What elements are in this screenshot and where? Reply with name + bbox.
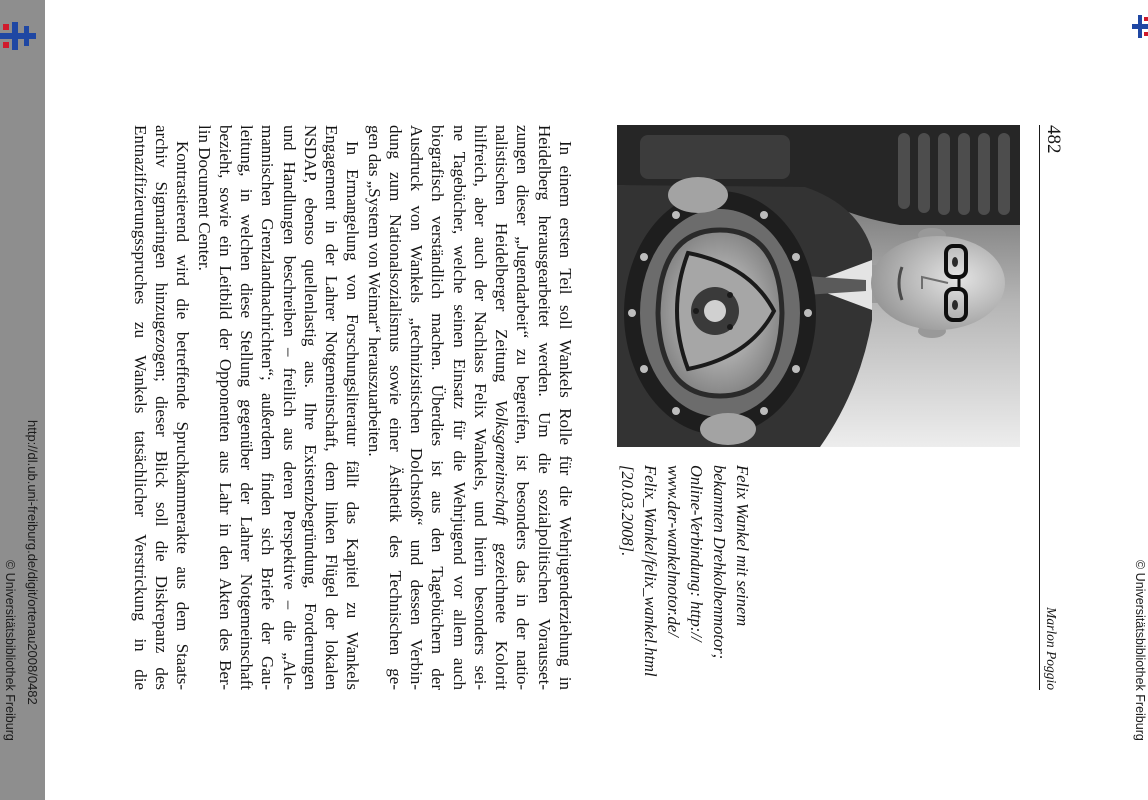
body-line: leitung, in welchen diese Stellung gegenüber der Lahrer Notgemeinschaft (237, 125, 257, 690)
caption-line: [20.03.2008]. (618, 465, 637, 557)
photo-engine (624, 191, 816, 435)
copyright-notice: © Universitätsbibliothek Freiburg (1133, 560, 1147, 741)
body-line: dung zum Nationalsozialismus sowie einer Ästhetik des Technischen ge- (386, 125, 405, 690)
header-rule (1039, 125, 1040, 690)
body-line: lin Document Center. (194, 125, 214, 271)
body-line: mannischen Grenzlandnachrichten“; außerdem finden sich Briefe der Gau- (258, 125, 278, 690)
caption-line: bekannten Drehkolbenmotor; (710, 465, 729, 660)
body-line: bezieht, sowie ein Leitbild der Opponenten aus Lahr in den Akten des Ber- (216, 125, 235, 690)
body-text (130, 125, 576, 690)
figure-photo (617, 125, 1020, 447)
ub-freiburg-logo-icon (1132, 15, 1148, 39)
figure-caption (616, 465, 754, 695)
caption-line: Online-Verbindung: http:// (687, 465, 706, 642)
body-line-segment: gezeichnete Kolorit (492, 525, 512, 690)
body-line: archiv Sigmaringen hinzugezogen; dieser Blick soll die Diskrepanz des (152, 125, 172, 690)
body-line: Heidelberg herausgearbeitet werden. Um die sozialpolitischen Vorausset- (534, 125, 554, 690)
body-line: Ausdruck von Wankels „technizistischen Dolchstoß“ und dessen Verbin- (407, 125, 427, 690)
body-line-segment: nalistischen Heidelberger Zeitung (492, 125, 512, 400)
body-line: Kontrastierend wird die betreffende Spruchkammerakte aus dem Staats- (173, 141, 193, 690)
body-line: In Ermangelung von Forschungsliteratur fällt das Kapitel zu Wankels (343, 141, 363, 690)
ub-freiburg-logo-icon (0, 22, 36, 52)
body-line: Entnazifizierungsspruches zu Wankels tatsächlicher Verstrickung in die (131, 125, 150, 690)
newspaper-title: Volksgemeinschaft (492, 399, 512, 526)
body-line: NSDAP, ebenso quellenlastig aus. Ihre Existenzbegründung, Forderungen (301, 125, 320, 690)
caption-line: Felix_Wankel/felix_wankel.html (641, 465, 660, 677)
right-margin-strip (1128, 0, 1148, 800)
body-line (491, 125, 512, 690)
copyright-notice: © Universitätsbibliothek Freiburg (3, 560, 17, 741)
body-line: gen das „System von Weimar“ herauszuarbeiten. (364, 125, 384, 457)
body-line: In einem ersten Teil soll Wankels Rolle für die Wehrjugenderziehung in (556, 141, 575, 690)
body-line: Engagement in der Lahrer Notgemeinschaft, dem linken Flügel der lokalen (322, 125, 342, 690)
caption-line: www.der-wankelmotor.de/ (664, 465, 683, 637)
body-line: hilfreich, aber auch der Nachlass Felix Wankels, und hierin besonders sei- (471, 125, 490, 690)
body-line: und Handlungen beschreiben – freilich aus deren Perspektive – die „Ale- (279, 125, 299, 690)
body-line: biografisch verständlich machen. Überdies ist aus den Tagebüchern der (428, 125, 448, 690)
body-line: ne Tagebücher, welche seinen Einsatz für die Wehrjugend vor allem auch (449, 125, 469, 690)
viewer-sidebar (0, 0, 45, 800)
permalink-url: http://dl.ub.uni-freiburg.de/digit/ortenau2008/0482 (25, 420, 40, 705)
document-page (115, 115, 1065, 700)
page-number: 482 (1043, 125, 1064, 154)
caption-line: Felix Wankel mit seinem (733, 465, 752, 627)
photo-image (617, 125, 1020, 447)
running-head-author: Marlon Poggio (1044, 607, 1059, 690)
body-line: zungen dieser „Jugendarbeit“ zu begreifen, ist besonders das in der natio- (513, 125, 533, 690)
